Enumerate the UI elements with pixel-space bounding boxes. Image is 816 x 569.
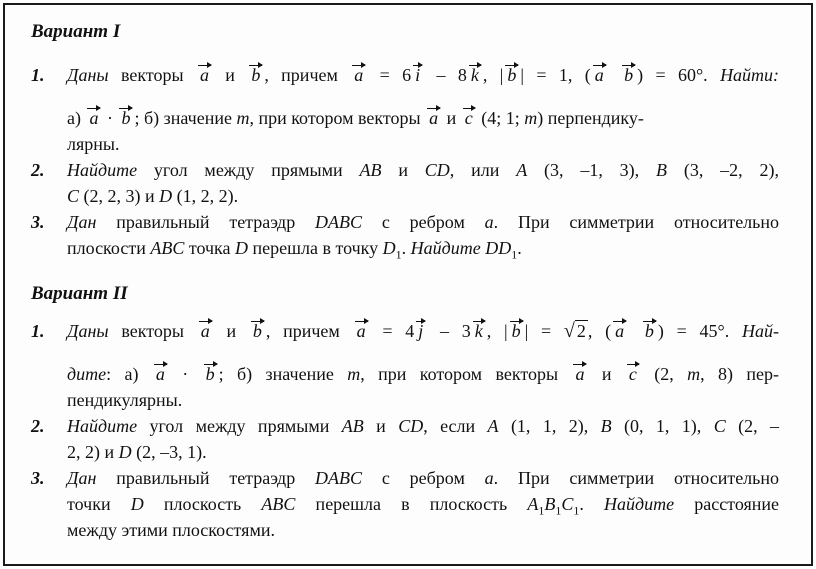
vector-b: b (508, 318, 525, 344)
vector-a: a (611, 318, 628, 344)
vector-b: b (249, 318, 266, 344)
v1-p2-number: 2. (31, 160, 45, 180)
v2-p2-line2: 2, 2) и D (2, –3, 1). (67, 442, 207, 462)
v1-p3-line2: плоскости ABC точка D перешла в точку $D_1$. Найдите $DD_1$. (67, 238, 522, 262)
v1-p1-line3: лярны. (67, 134, 120, 154)
vector-j: j (414, 318, 427, 344)
vector-a: a (196, 62, 213, 88)
v2-p1-line2: дите: а) a · b ; б) значение m, при котором векторы a и c (2, m, 8) пер- (67, 361, 779, 387)
v2-p2-text (67, 413, 779, 465)
vector-c: c (625, 361, 641, 387)
v1-p3-number: 3. (31, 212, 45, 232)
vector-a: a (85, 105, 102, 131)
v1-p2-line2: C (2, 2, 3) и D (1, 2, 2). (67, 186, 239, 206)
v2-p3-line3: между этими плоскостями. (67, 520, 275, 540)
vector-k: k (471, 318, 487, 344)
v1-p1-number: 1. (31, 65, 45, 85)
v1-p3-text (67, 209, 779, 261)
variant1-heading: Вариант I (31, 21, 121, 42)
vector-b: b (117, 105, 134, 131)
worksheet (3, 3, 813, 566)
v1-p1-text (67, 62, 779, 88)
v1-p2-text (67, 157, 779, 209)
v2-p2-line1: Найдите угол между прямыми AB и CD, если A (1, 1, 2), B (0, 1, 1), C (2, – (67, 416, 780, 436)
vector-a: a (152, 361, 169, 387)
v1-p1-line1: Даны векторы a и b , причем a = 6 i – 8 k , | b | = 1, ( a b ) = 60°. Найти: (67, 62, 779, 88)
v2-p3-number: 3. (31, 468, 45, 488)
v2-p3-line2: точки D плоскость ABC перешла в плоскость $A_1B_1C_1$. Найдите расстояние (67, 494, 780, 518)
v2-p2-number: 2. (31, 416, 45, 436)
vector-i: i (411, 62, 424, 88)
v2-p3-text (67, 465, 779, 543)
v2-p1-cont (67, 361, 779, 413)
v2-p3-line1: Дан правильный тетраэдр DABC с ребром a. При симметрии относительно (67, 468, 780, 488)
vector-c: c (461, 105, 477, 131)
vector-a: a (197, 318, 214, 344)
v1-p1-line2: а) a · b ; б) значение m, при котором векторы a и c (4; 1; m) перпендику- (67, 105, 644, 131)
vector-a: a (425, 105, 442, 131)
v1-p3-line1: Дан правильный тетраэдр DABC с ребром a. При симметрии относительно (67, 212, 780, 232)
v2-p1-number: 1. (31, 321, 45, 341)
vector-b: b (503, 62, 520, 88)
v2-p1-line1: Даны векторы a и b , причем a = 4 j – 3 k , | b | = √ 2 , ( a b ) = 45°. Най- (67, 320, 780, 342)
vector-a: a (353, 318, 370, 344)
sqrt-symbol: √ 2 (563, 320, 586, 342)
vector-a: a (591, 62, 608, 88)
v2-p1-line3: пендикулярны. (67, 390, 183, 410)
vector-b: b (641, 318, 658, 344)
vector-a: a (571, 361, 588, 387)
vector-b: b (202, 361, 219, 387)
v2-p1-text (67, 318, 779, 344)
vector-k: k (467, 62, 483, 88)
v1-p2-line1: Найдите угол между прямыми AB и CD, или A (3, –1, 3), B (3, –2, 2), (67, 160, 779, 180)
vector-b: b (247, 62, 264, 88)
variant2-heading: Вариант II (31, 283, 128, 304)
vector-a: a (350, 62, 367, 88)
vector-b: b (620, 62, 637, 88)
